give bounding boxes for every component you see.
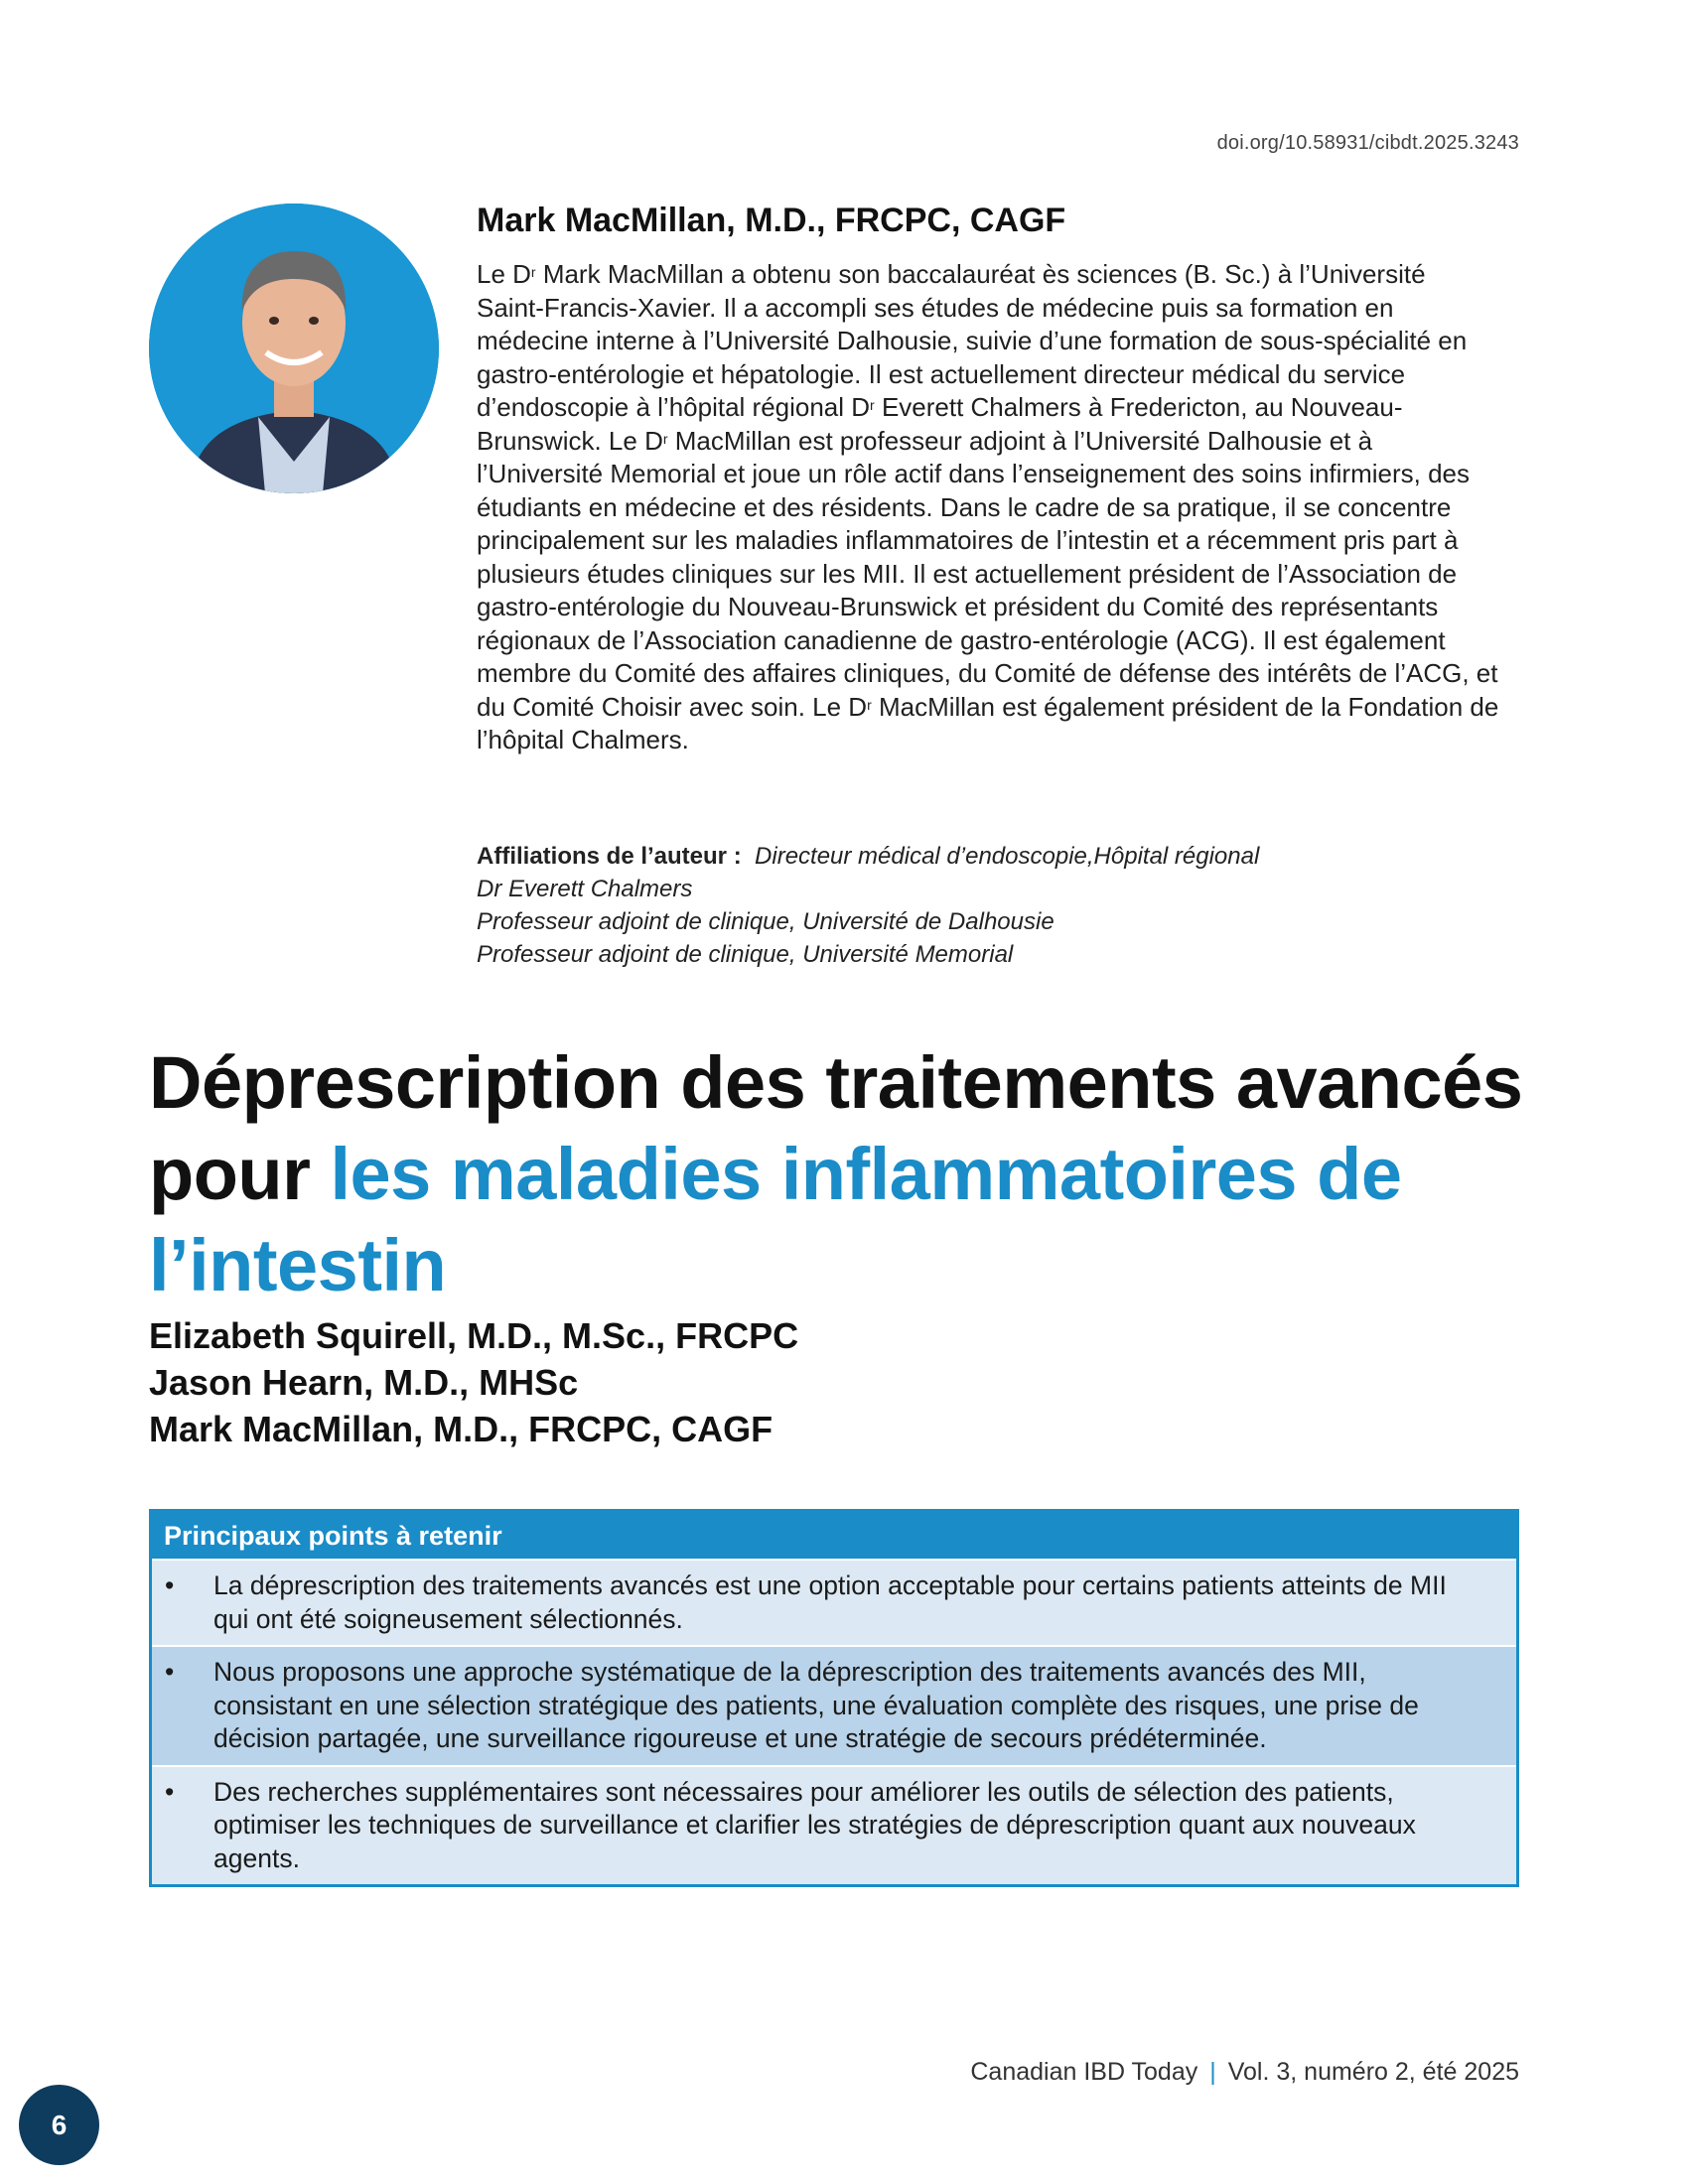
bio-author-name: Mark MacMillan, M.D., FRCPC, CAGF — [477, 202, 1066, 239]
affiliation-line-4: Professeur adjoint de clinique, Université Memorial — [477, 941, 1014, 968]
author-line: Elizabeth Squirell, M.D., M.Sc., FRCPC — [149, 1315, 799, 1356]
title-part-1: Déprescription des traitements avancés pour — [149, 1041, 1523, 1215]
bio-sup-1: r — [530, 264, 536, 280]
affiliation-line-3: Professeur adjoint de clinique, Université de Dalhousie — [477, 908, 1055, 935]
bio-sup-3: r — [662, 430, 668, 447]
key-point-item — [152, 1559, 1516, 1645]
title-part-2-accent: les maladies inflammatoires de l’intestin — [149, 1133, 1402, 1306]
bullet-icon: • — [165, 1657, 175, 1687]
affiliations-label: Affiliations de l’auteur : — [477, 843, 742, 870]
bullet-icon: • — [165, 1570, 175, 1600]
bio-text-4: MacMillan est professeur adjoint à l’Université Dalhousie et à l’Université Memorial et joue un rôle actif dans l’enseignement des soins infirmiers, des étudiants en médecine et des résidents. Dans le cadre de sa pratique, il se concentre principalement sur les maladies inflammatoires de l’intestin et a récemment pris part à plusieurs études cliniques sur les MII. Il est actuellement président de l’Association de gastro-entérologie du Nouveau-Brunswick et président du Comité des représentants régionaux de l’Association canadienne de gastro-entérologie (ACG). Il est également membre du Comité des affaires cliniques, du Comité de défense des intérêts de l’ACG, et du Comité Choisir avec soin. Le D — [477, 425, 1498, 722]
affiliation-line-2: Dr Everett Chalmers — [477, 876, 693, 902]
key-points-header: Principaux points à retenir — [152, 1512, 1516, 1559]
footer-separator: | — [1209, 2058, 1216, 2086]
article-authors — [149, 1312, 798, 1452]
author-photo — [149, 204, 439, 493]
key-points-box — [149, 1509, 1519, 1887]
author-portrait-image — [149, 204, 439, 493]
article-title — [149, 1037, 1539, 1311]
bio-paragraph — [477, 258, 1499, 757]
author-line: Jason Hearn, M.D., MHSc — [149, 1362, 579, 1403]
bio-text-3: Everett Chalmers à Fredericton, au Nouveau-Brunswick. Le D — [477, 392, 1403, 456]
bio-sup-4: r — [867, 696, 872, 713]
key-point-text: La déprescription des traitements avancés est une option acceptable pour certains patients atteints de MII qui ont été soigneusement sélectionnés. — [213, 1570, 1447, 1634]
author-line: Mark MacMillan, M.D., FRCPC, CAGF — [149, 1409, 774, 1449]
bio-sup-2: r — [870, 397, 875, 413]
key-point-text: Nous proposons une approche systématique de la déprescription des traitements avancés des MII, consistant en une sélection stratégique des patients, une évaluation complète des risques, une prise de décision partagée, une surveillance rigoureuse et une stratégie de secours prédéterminée. — [213, 1657, 1419, 1753]
key-point-item — [152, 1645, 1516, 1765]
bio-text-2: Mark MacMillan a obtenu son baccalauréat ès sciences (B. Sc.) à l’Université Saint-Francis-Xavier. Il a accompli ses études de médecine puis sa formation en médecine interne à l’Université Dalhousie, suivie d’une formation de sous-spécialité en gastro-entérologie et hépatologie. Il est actuellement directeur médical du service d’endoscopie à l’hôpital régional D — [477, 259, 1468, 422]
key-point-text: Des recherches supplémentaires sont nécessaires pour améliorer les outils de sélection des patients, optimiser les techniques de surveillance et clarifier les stratégies de déprescription quant aux nouveaux agents. — [213, 1776, 1416, 1873]
bio-text-1: Le D — [477, 259, 531, 289]
bullet-icon: • — [165, 1776, 175, 1807]
affiliation-line-1: Directeur médical d’endoscopie,Hôpital régional — [755, 843, 1260, 870]
page-footer — [970, 2058, 1519, 2087]
journal-name: Canadian IBD Today — [970, 2058, 1198, 2086]
issue-info: Vol. 3, numéro 2, été 2025 — [1227, 2058, 1519, 2086]
page-number-badge: 6 — [19, 2085, 99, 2165]
bio-text-5: MacMillan est également président de la Fondation de l’hôpital Chalmers. — [477, 691, 1499, 754]
doi-link[interactable]: doi.org/10.58931/cibdt.2025.3243 — [1216, 132, 1519, 154]
key-point-item — [152, 1765, 1516, 1885]
author-affiliations — [477, 840, 1499, 971]
